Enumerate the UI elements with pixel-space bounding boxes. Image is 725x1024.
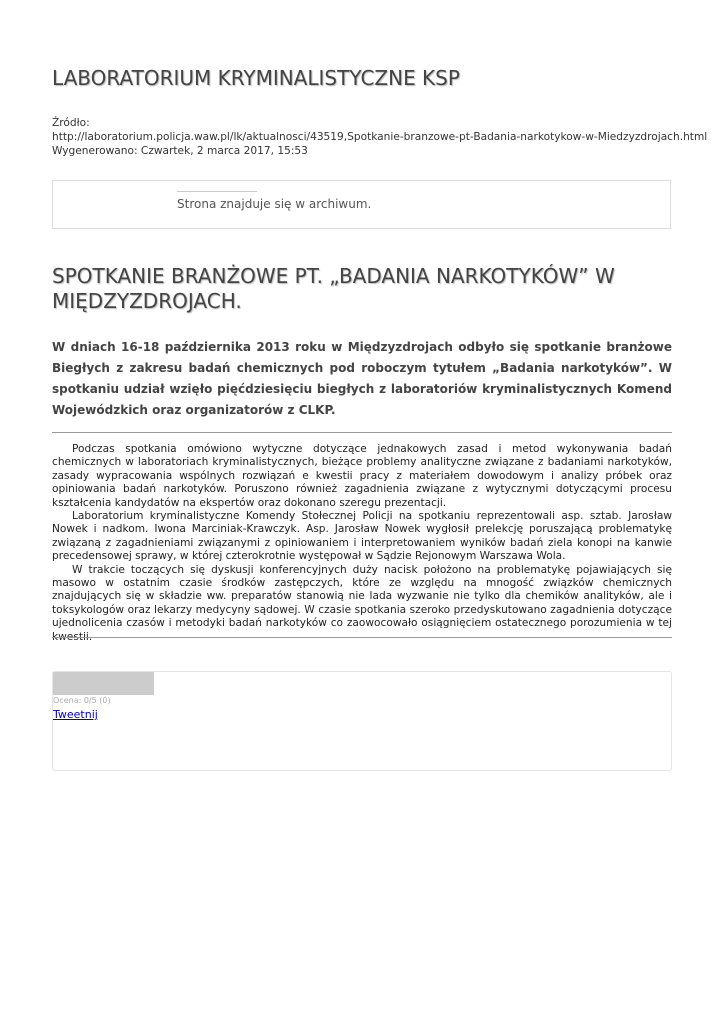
rating-box <box>52 671 672 771</box>
divider-top <box>52 432 672 433</box>
site-title: LABORATORIUM KRYMINALISTYCZNE KSP <box>52 66 460 90</box>
generated-date: Wygenerowano: Czwartek, 2 marca 2017, 15:53 <box>52 145 308 157</box>
archive-divider <box>177 191 257 192</box>
document-meta <box>52 116 707 158</box>
body-paragraph: W trakcie toczących się dyskusji konferencyjnych duży nacisk położono na problematykę pojawiających się masowo w ostatnim czasie środków zastępczych, które ze względu na mnogość związków chemicznych znajdujących się w składzie ww. preparatów stanowią nie lada wyzwanie nie tylko dla chemików analityków, ale i toksykologów oraz lekarzy medycyny sądowej. W czasie spotkania szeroko przedyskutowano zagadnienia dotyczące ujednolicenia czasów i metodyki badań narkotyków co zaowocowało osiągnięciem ostatecznego porozumienia w tej kwestii. <box>52 563 672 643</box>
article-lead: W dniach 16-18 października 2013 roku w Międzyzdrojach odbyło się spotkanie branżowe Biegłych z zakresu badań chemicznych pod roboczym tytułem „Badania narkotyków”. W spotkaniu udział wzięło pięćdziesięciu biegłych z laboratoriów kryminalistycznych Komend Wojewódzkich oraz organizatorów z CLKP. <box>52 340 672 417</box>
source-label: Źródło: <box>52 117 90 129</box>
rating-stars-bar[interactable] <box>53 672 154 695</box>
archive-notice: Strona znajduje się w archiwum. <box>177 197 372 211</box>
divider-bottom <box>52 637 672 638</box>
article-title: SPOTKANIE BRANŻOWE PT. „BADANIA NARKOTYKÓW” W MIĘDZYZDROJACH. <box>52 264 615 313</box>
rating-label: Ocena: 0/5 (0) <box>53 696 111 705</box>
article-body <box>52 443 672 644</box>
body-paragraph: Laboratorium kryminalistyczne Komendy Stołecznej Policji na spotkaniu reprezentowali asp. sztab. Jarosław Nowek i nadkom. Iwona Marciniak-Krawczyk. Asp. Jarosław Nowek wygłosił prelekcję poruszającą problematykę związaną z zagadnieniami związanymi z opiniowaniem i interpretowaniem wyników badań ziela konopi na kanwie precedensowej sprawy, w której czterokrotnie występował w Sądzie Rejonowym Warszawa Wola. <box>52 510 672 563</box>
archive-notice-box <box>52 180 671 229</box>
tweet-link[interactable]: Tweetnij <box>53 708 98 721</box>
body-paragraph: Podczas spotkania omówiono wytyczne dotyczące jednakowych zasad i metod wykonywania badań chemicznych w laboratoriach kryminalistycznych, bieżące problemy analityczne związane z badaniami narkotyków, zasady wypracowania wspólnych rozwiązań e kwestii pracy z materiałem dowodowym i analizy próbek oraz opiniowania badań narkotyków. Poruszono również zagadnienia związane z wytycznymi dotyczącymi procesu kształcenia kandydatów na ekspertów oraz dokonano szeregu prezentacji. <box>52 443 672 509</box>
source-url: http://laboratorium.policja.waw.pl/lk/aktualnosci/43519,Spotkanie-branzowe-pt-Badania-narkotykow-w-Miedzyzdrojach.html <box>52 131 708 143</box>
